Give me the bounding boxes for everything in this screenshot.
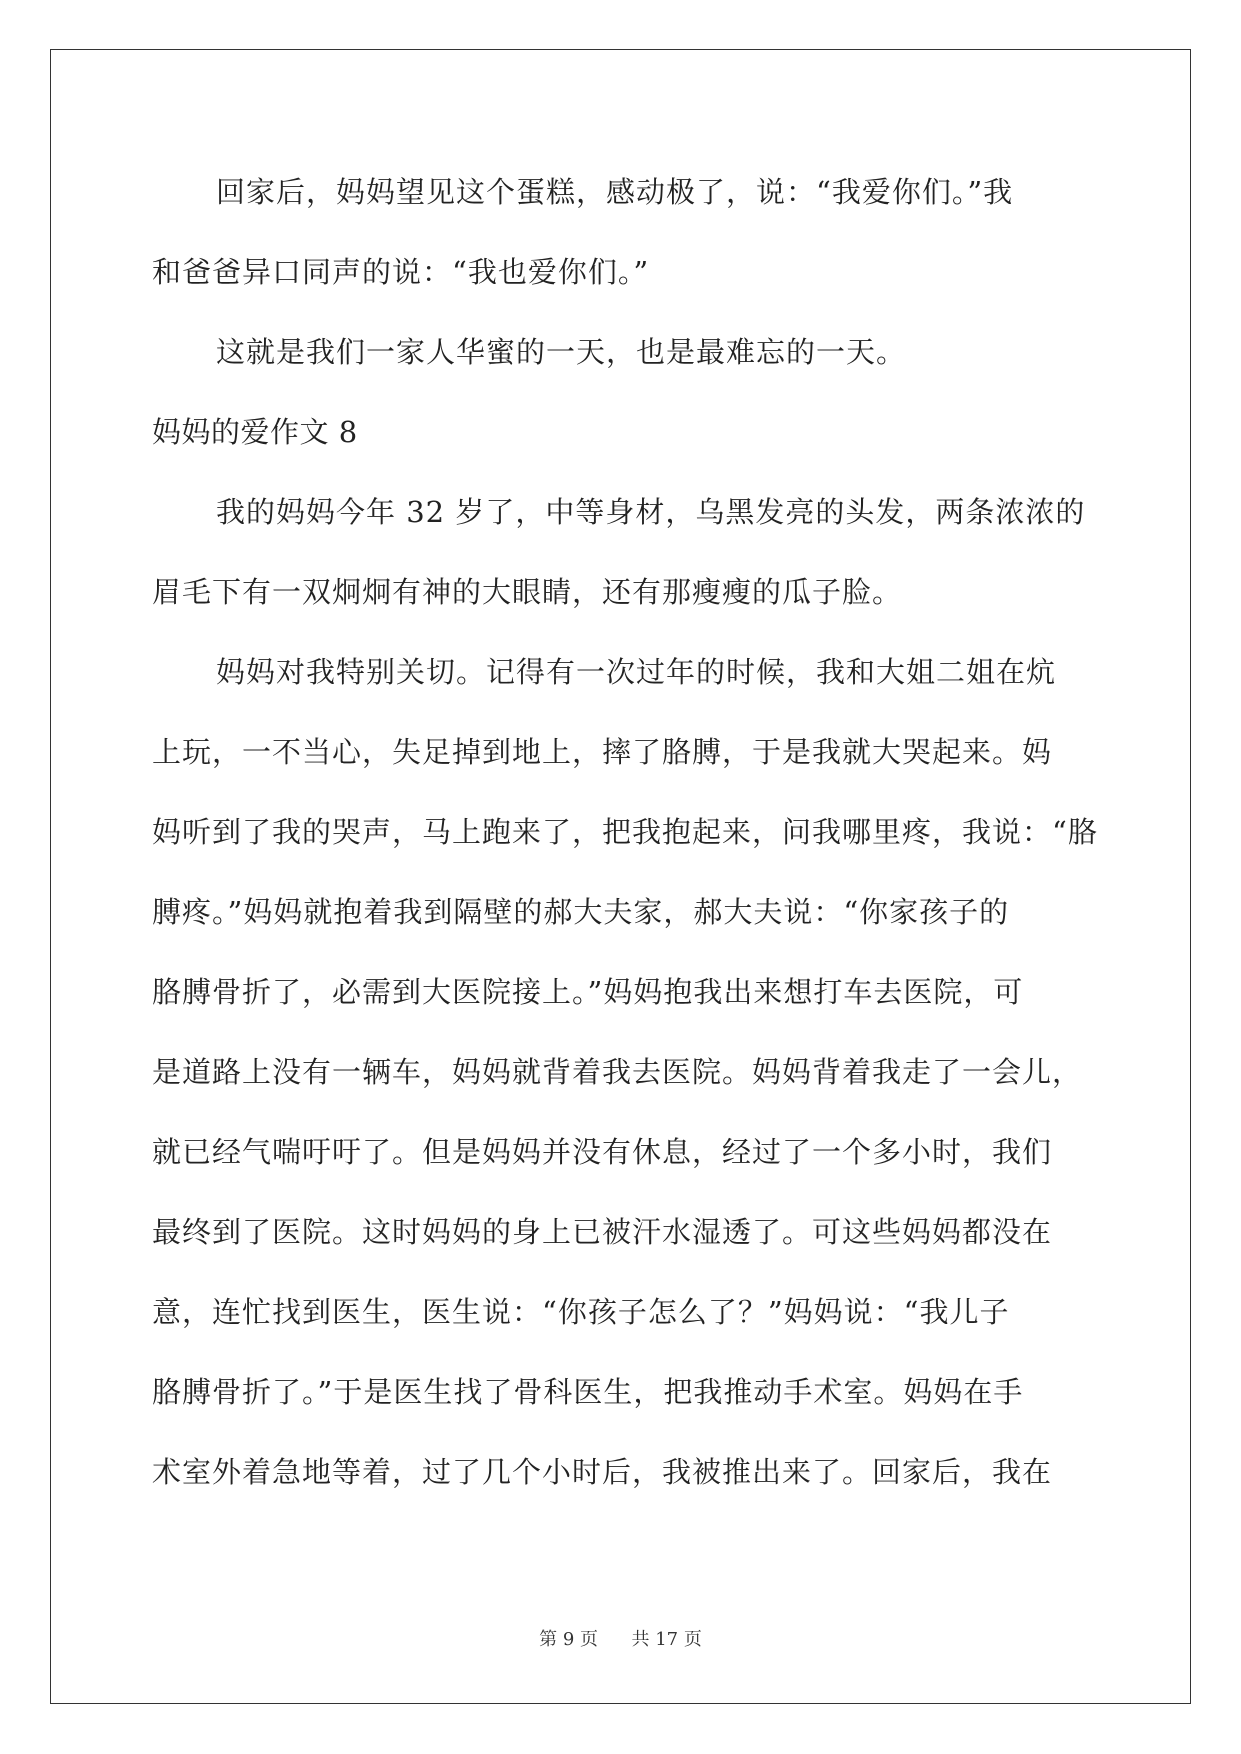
text-line: 胳膊骨折了。”于是医生找了骨科医生，把我推动手术室。妈妈在手 (152, 1375, 1024, 1409)
text-line: 回家后，妈妈望见这个蛋糕，感动极了，说：“我爱你们。”我 (216, 175, 1014, 209)
text-line: 妈妈对我特别关切。记得有一次过年的时候，我和大姐二姐在炕 (216, 655, 1057, 689)
text-line: 是道路上没有一辆车，妈妈就背着我去医院。妈妈背着我走了一会儿， (152, 1055, 1083, 1089)
text-line: 妈听到了我的哭声，马上跑来了，把我抱起来，问我哪里疼，我说：“胳 (152, 815, 1098, 849)
text-line: 意，连忙找到医生，医生说：“你孩子怎么了？”妈妈说：“我儿子 (152, 1295, 1010, 1329)
page-footer (0, 1625, 1241, 1651)
text-line: 这就是我们一家人华蜜的一天，也是最难忘的一天。 (216, 335, 907, 369)
document-body (152, 162, 1098, 1522)
text-line: 膊疼。”妈妈就抱着我到隔壁的郝大夫家，郝大夫说：“你家孩子的 (152, 895, 1010, 929)
page-number: 第 9 页 (539, 1629, 599, 1650)
text-line: 最终到了医院。这时妈妈的身上已被汗水湿透了。可这些妈妈都没在 (152, 1215, 1053, 1249)
text-line: 术室外着急地等着，过了几个小时后，我被推出来了。回家后，我在 (152, 1455, 1053, 1489)
text-line: 我的妈妈今年 32 岁了，中等身材，乌黑发亮的头发，两条浓浓的 (216, 495, 1086, 529)
text-line: 上玩，一不当心，失足掉到地上，摔了胳膊，于是我就大哭起来。妈 (152, 735, 1053, 769)
text-line: 和爸爸异口同声的说：“我也爱你们。” (152, 255, 650, 289)
text-line: 胳膊骨折了，必需到大医院接上。”妈妈抱我出来想打车去医院，可 (152, 975, 1024, 1009)
text-line: 就已经气喘吁吁了。但是妈妈并没有休息，经过了一个多小时，我们 (152, 1135, 1053, 1169)
page-total: 共 17 页 (631, 1629, 702, 1650)
section-heading: 妈妈的爱作文 8 (152, 415, 358, 449)
text-line: 眉毛下有一双炯炯有神的大眼睛，还有那瘦瘦的瓜子脸。 (152, 575, 903, 609)
